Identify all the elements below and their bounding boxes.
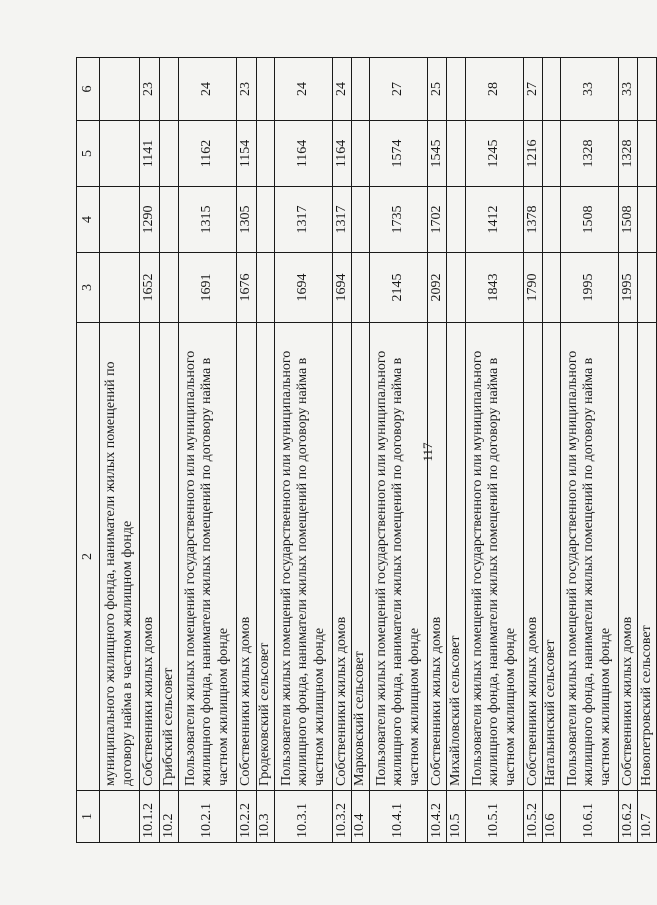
value-col-5 [447,121,466,187]
table-row [619,58,638,843]
value-col-5 [352,121,370,187]
row-description: Собственники жилых домов [524,323,543,791]
value-col-6: 24 [333,58,352,121]
row-description: Собственники жилых домов [333,323,352,791]
value-col-3: 1694 [275,253,333,323]
value-col-3: 2145 [370,253,428,323]
value-col-5 [160,121,179,187]
row-description: Михайловский сельсовет [447,323,466,791]
header-cell: 2 [77,323,100,791]
value-col-6: 24 [179,58,237,121]
table-row [275,58,333,843]
value-col-3: 1995 [561,253,619,323]
value-col-3: 1843 [466,253,524,323]
row-code [100,791,140,843]
value-col-6: 23 [237,58,257,121]
table-row [257,58,275,843]
row-description: Собственники жилых домов [428,323,447,791]
row-description: Натальинский сельсовет [543,323,561,791]
value-col-5: 1141 [140,121,160,187]
value-col-5: 1154 [237,121,257,187]
row-code: 10.4 [352,791,370,843]
value-col-3 [447,253,466,323]
value-col-4: 1315 [179,187,237,253]
value-col-6 [352,58,370,121]
value-col-4 [543,187,561,253]
table-row [237,58,257,843]
row-description: Собственники жилых домов [619,323,638,791]
value-col-5: 1164 [275,121,333,187]
table-row [638,58,657,843]
table-row [447,58,466,843]
value-col-4 [352,187,370,253]
row-description: муниципального жилищного фонда, наниматели жилых помещений по договору найма в частном жилищном фонде [100,323,140,791]
row-code: 10.3.1 [275,791,333,843]
row-code: 10.2.2 [237,791,257,843]
value-col-5 [543,121,561,187]
row-code: 10.5.2 [524,791,543,843]
value-col-5: 1245 [466,121,524,187]
value-col-6: 27 [524,58,543,121]
value-col-3: 2092 [428,253,447,323]
row-code: 10.2.1 [179,791,237,843]
row-description: Пользователи жилых помещений государственного или муниципального жилищного фонда, наниматели жилых помещений по договору найма в частном жилищном фонде [179,323,237,791]
value-col-3: 1790 [524,253,543,323]
value-col-6 [160,58,179,121]
value-col-3: 1652 [140,253,160,323]
value-col-5: 1545 [428,121,447,187]
value-col-3 [352,253,370,323]
tariff-table [76,57,657,843]
value-col-4: 1305 [237,187,257,253]
value-col-4: 1412 [466,187,524,253]
header-cell: 5 [77,121,100,187]
row-code: 10.4.2 [428,791,447,843]
row-description: Марковский сельсовет [352,323,370,791]
table-row [140,58,160,843]
value-col-3: 1691 [179,253,237,323]
value-col-3 [543,253,561,323]
row-code: 10.6 [543,791,561,843]
row-description: Пользователи жилых помещений государственного или муниципального жилищного фонда, наниматели жилых помещений по договору найма в частном жилищном фонде [561,323,619,791]
value-col-5 [638,121,657,187]
row-code: 10.3.2 [333,791,352,843]
value-col-6 [447,58,466,121]
value-col-4: 1702 [428,187,447,253]
row-description: Новопетровский сельсовет [638,323,657,791]
value-col-6: 25 [428,58,447,121]
value-col-3: 1694 [333,253,352,323]
value-col-5: 1328 [561,121,619,187]
value-col-4 [257,187,275,253]
value-col-3 [638,253,657,323]
value-col-5: 1164 [333,121,352,187]
value-col-4: 1290 [140,187,160,253]
header-cell: 1 [77,791,100,843]
value-col-4: 1378 [524,187,543,253]
value-col-3 [257,253,275,323]
value-col-4 [160,187,179,253]
table-header-row [77,58,100,843]
header-cell: 4 [77,187,100,253]
value-col-4: 1508 [619,187,638,253]
row-code: 10.1.2 [140,791,160,843]
row-code: 10.4.1 [370,791,428,843]
row-code: 10.3 [257,791,275,843]
value-col-6: 33 [619,58,638,121]
value-col-5: 1216 [524,121,543,187]
value-col-4: 1508 [561,187,619,253]
value-col-6: 28 [466,58,524,121]
value-col-4: 1317 [275,187,333,253]
value-col-6 [100,58,140,121]
row-description: Грибский сельсовет [160,323,179,791]
row-code: 10.6.1 [561,791,619,843]
value-col-4 [100,187,140,253]
table-row [370,58,428,843]
value-col-5: 1162 [179,121,237,187]
value-col-6: 23 [140,58,160,121]
value-col-4: 1317 [333,187,352,253]
row-description: Пользователи жилых помещений государственного или муниципального жилищного фонда, наниматели жилых помещений по договору найма в частном жилищном фонде [370,323,428,791]
row-code: 10.2 [160,791,179,843]
row-code: 10.7 [638,791,657,843]
header-cell: 3 [77,253,100,323]
value-col-5: 1574 [370,121,428,187]
value-col-6 [543,58,561,121]
value-col-4 [638,187,657,253]
row-description: Гродековский сельсовет [257,323,275,791]
page-number: 117 [420,442,435,462]
table-body [77,58,657,843]
row-description: Собственники жилых домов [237,323,257,791]
table-row [543,58,561,843]
row-code: 10.5.1 [466,791,524,843]
value-col-5 [257,121,275,187]
value-col-3 [160,253,179,323]
header-cell: 6 [77,58,100,121]
row-description: Пользователи жилых помещений государственного или муниципального жилищного фонда, наниматели жилых помещений по договору найма в частном жилищном фонде [466,323,524,791]
value-col-6 [638,58,657,121]
value-col-6: 33 [561,58,619,121]
row-description: Пользователи жилых помещений государственного или муниципального жилищного фонда, наниматели жилых помещений по договору найма в частном жилищном фонде [275,323,333,791]
value-col-6 [257,58,275,121]
row-code: 10.5 [447,791,466,843]
value-col-6: 27 [370,58,428,121]
value-col-5 [100,121,140,187]
table-row [160,58,179,843]
table-row [466,58,524,843]
value-col-6: 24 [275,58,333,121]
value-col-3: 1995 [619,253,638,323]
value-col-4 [447,187,466,253]
value-col-3: 1676 [237,253,257,323]
table-row [179,58,237,843]
row-code: 10.6.2 [619,791,638,843]
table-row [100,58,140,843]
value-col-5: 1328 [619,121,638,187]
value-col-3 [100,253,140,323]
table-row [333,58,352,843]
row-description: Собственники жилых домов [140,323,160,791]
table-row [561,58,619,843]
table-row [352,58,370,843]
table-row [524,58,543,843]
value-col-4: 1735 [370,187,428,253]
rotated-table-frame [76,58,654,843]
table-row [428,58,447,843]
